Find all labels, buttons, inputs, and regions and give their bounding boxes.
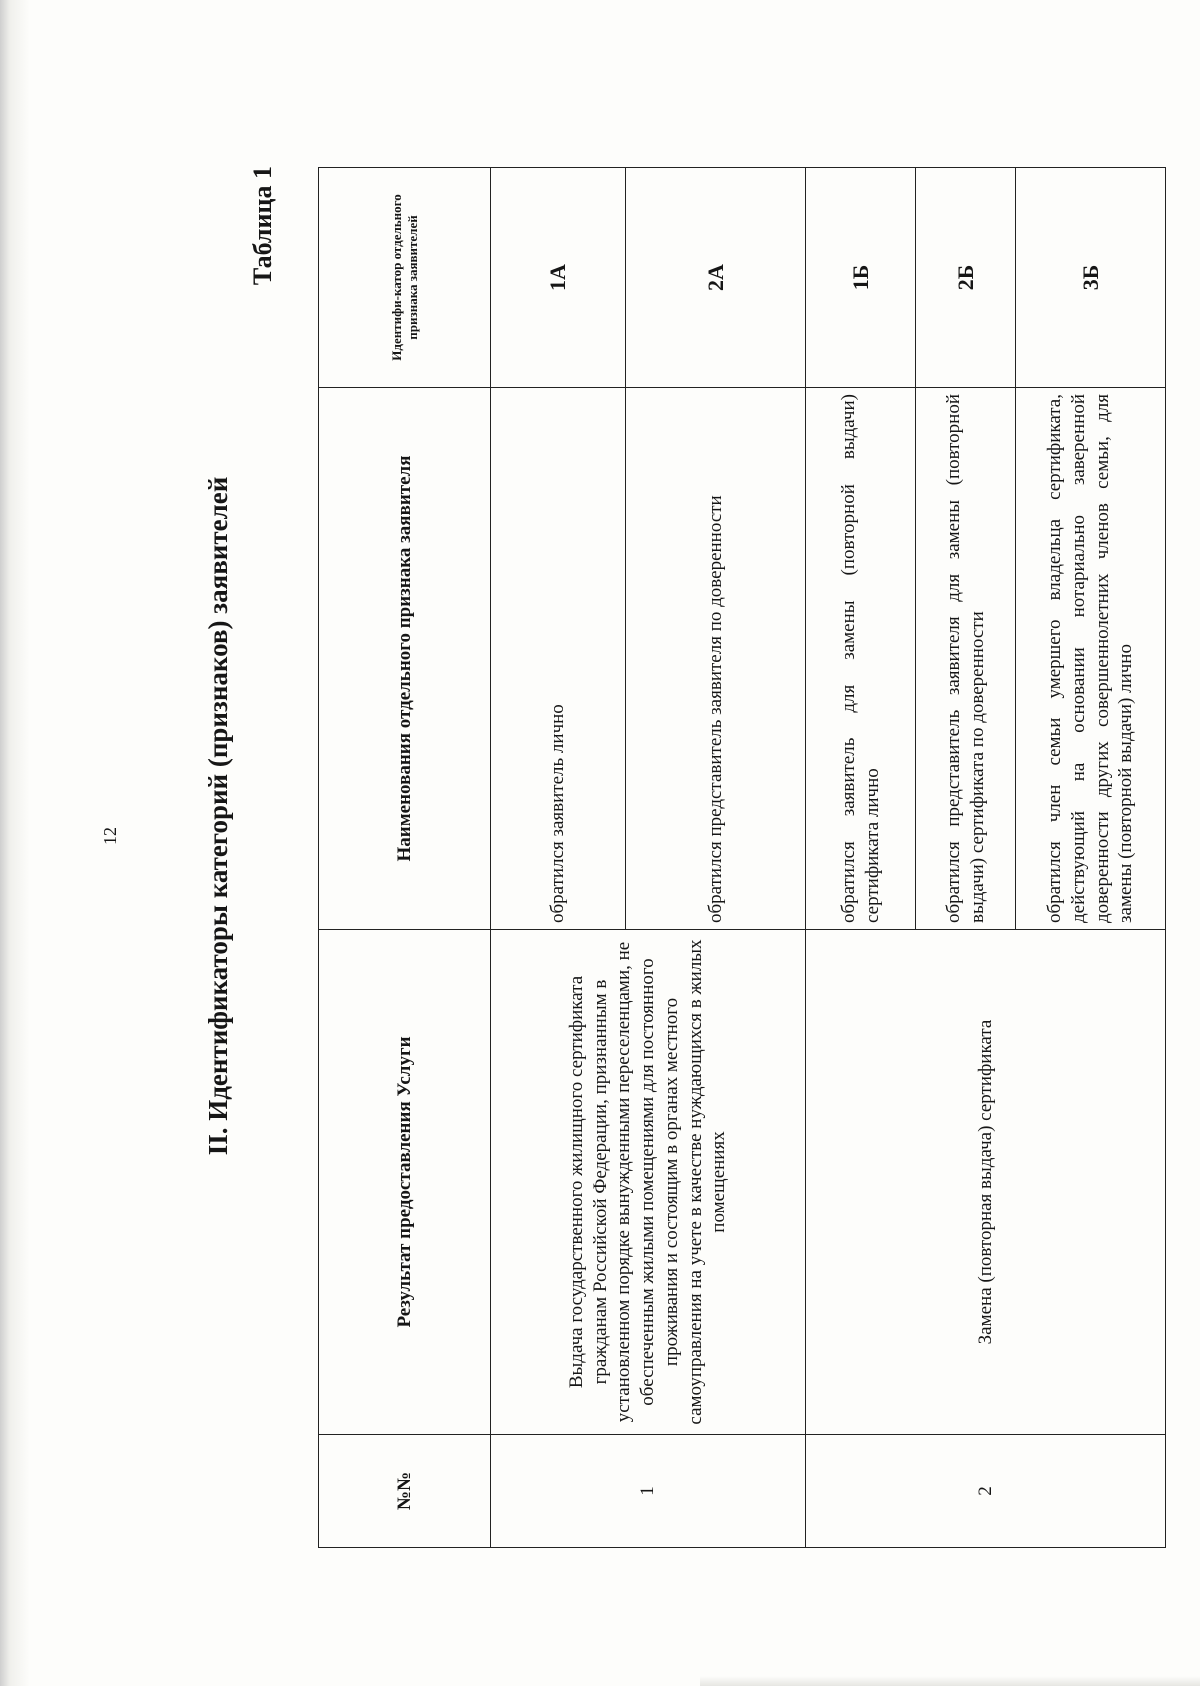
header-name: Наименования отдельного признака заявителя	[319, 388, 491, 930]
section-title: II. Идентификаторы категорий (признаков) заявителей	[203, 476, 233, 1156]
page-number: 12	[100, 827, 120, 845]
group-number: 1	[491, 1435, 806, 1548]
header-id: Идентифи-катор отдельного признака заявителей	[319, 168, 491, 388]
applicant-feature-name: обратился представитель заявителя по доверенности	[626, 388, 806, 930]
group-number: 2	[806, 1435, 1166, 1548]
applicant-feature-id: 2А	[626, 168, 806, 388]
group-result: Замена (повторная выдача) сертификата	[806, 930, 1166, 1435]
applicant-feature-name: обратился представитель заявителя для замены (повторной выдачи) сертификата по доверенности	[916, 388, 1016, 930]
applicant-feature-id: 2Б	[916, 168, 1016, 388]
header-num: №№	[319, 1435, 491, 1548]
applicant-feature-name: обратился член семьи умершего владельца сертификата, действующий на основании нотариально заверенной доверенности других совершеннолетних членов семьи, для замены (повторной выдачи) лично	[1016, 388, 1166, 930]
applicant-feature-id: 1А	[491, 168, 626, 388]
table-row	[806, 168, 916, 1548]
applicant-feature-name: обратился заявитель лично	[491, 388, 626, 930]
applicant-feature-id: 3Б	[1016, 168, 1166, 388]
applicant-feature-name: обратился заявитель для замены (повторной выдачи) сертификата лично	[806, 388, 916, 930]
header-result: Результат предоставления Услуги	[319, 930, 491, 1435]
table-row	[491, 168, 626, 1548]
applicant-feature-id: 1Б	[806, 168, 916, 388]
group-result: Выдача государственного жилищного сертификата гражданам Российской Федерации, признанным в установленном порядке вынужденными переселенцами, не обеспеченным жилыми помещениями для постоянного проживания и состоящим в органах местного самоуправления на учете в качестве нуждающихся в жилых помещениях	[491, 930, 806, 1435]
table-header-row	[319, 168, 491, 1548]
table-label: Таблица 1	[248, 166, 277, 286]
applicant-categories-table	[318, 167, 1166, 1548]
